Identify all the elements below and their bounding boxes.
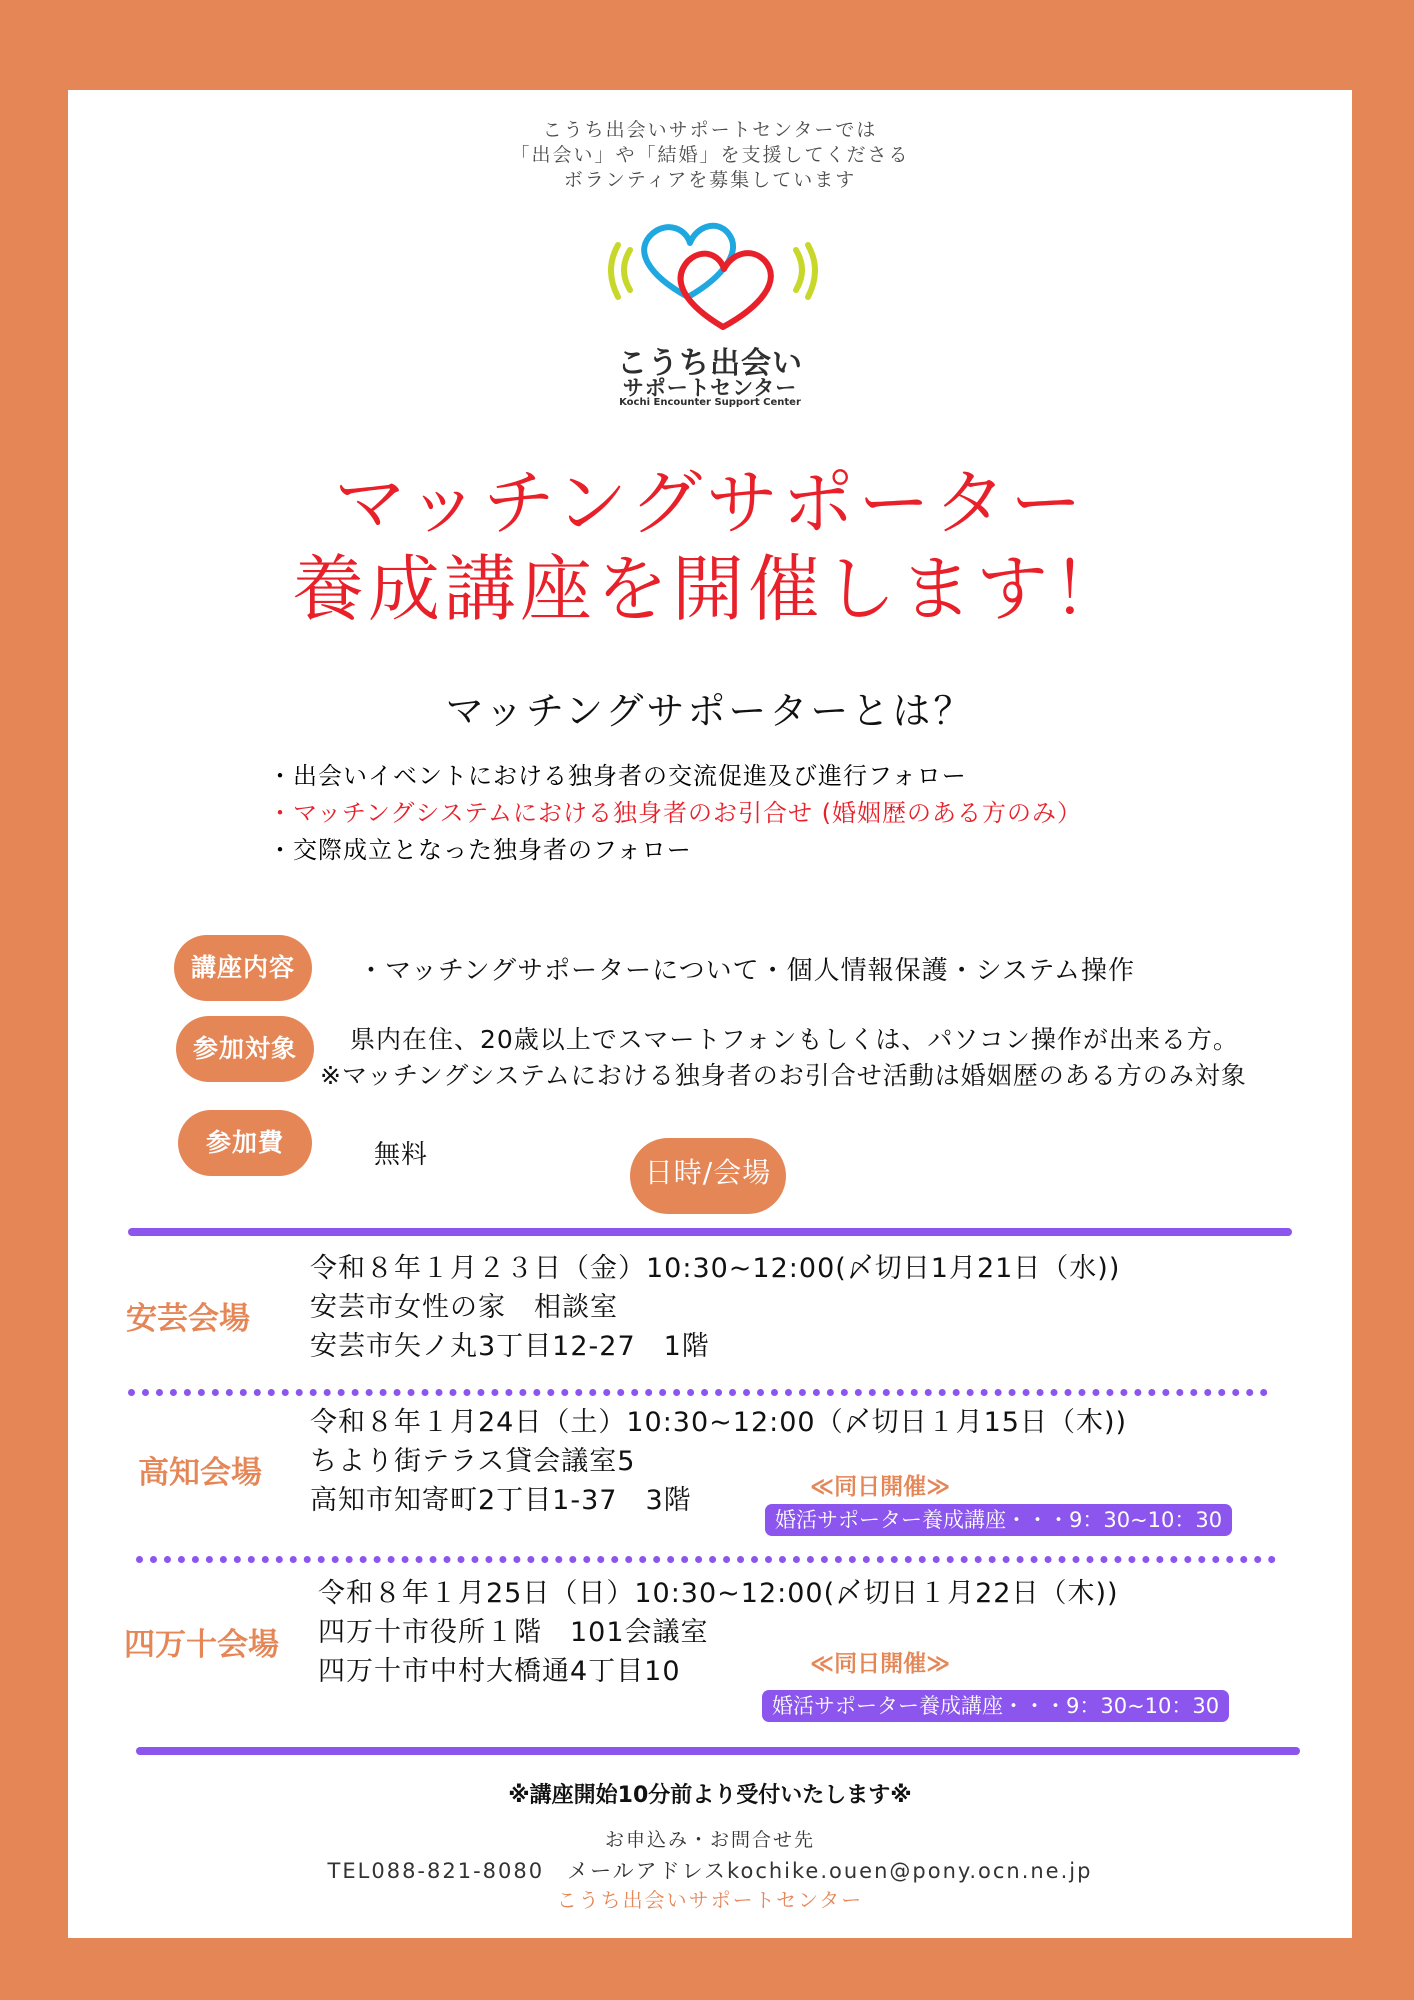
fee-label: 参加費: [178, 1110, 312, 1176]
intro-line: ボランティアを募集しています: [563, 169, 857, 191]
bullet-item: ・出会いイベントにおける独身者の交流促進及び進行フォロー: [268, 762, 967, 790]
target-note: ※マッチングシステムにおける独身者のお引合せ活動は婚姻歴のある方のみ対象: [320, 1061, 1247, 1090]
content-label: 講座内容: [174, 935, 312, 1001]
venue-details: [310, 1249, 1120, 1366]
bullet-item: ・交際成立となった独身者のフォロー: [268, 836, 692, 864]
reception-note: ※講座開始10分前より受付いたします※: [508, 1783, 912, 1808]
logo-name-en: Kochi Encounter Support Center: [619, 397, 801, 408]
headline-line: マッチングサポーター: [333, 461, 1087, 545]
venue-address: 四万十市中村大橋通4丁目10: [318, 1656, 681, 1687]
venue-name: 安芸会場: [126, 1301, 250, 1337]
logo-name-sub: サポートセンター: [622, 376, 798, 400]
about-heading: マッチングサポーターとは？: [445, 689, 975, 733]
flyer-card: [68, 90, 1352, 1938]
venue-date: 令和８年１月25日（日）10:30~12:00(〆切日１月22日（木)): [318, 1578, 1119, 1609]
divider-dotted: [128, 1389, 1268, 1396]
target-line: 県内在住、20歳以上でスマートフォンもしくは、パソコン操作が出来る方。: [350, 1025, 1239, 1054]
contact-label: お申込み・お問合せ先: [604, 1829, 815, 1851]
divider-top: [128, 1228, 1292, 1236]
divider-dotted: [136, 1556, 1276, 1563]
bullet-item: ・マッチングシステムにおける独身者のお引合せ (婚姻歴のある方のみ）: [268, 799, 1082, 827]
logo-name: こうち出会い: [617, 346, 803, 381]
content-value: ・マッチングサポーターについて・個人情報保護・システム操作: [358, 956, 1136, 986]
venue-name: 高知会場: [138, 1455, 262, 1491]
organization-name: こうち出会いサポートセンター: [556, 1888, 864, 1912]
schedule-label: 日時/会場: [630, 1138, 786, 1214]
venue-name: 四万十会場: [124, 1627, 279, 1663]
intro-line: こうち出会いサポートセンターでは: [542, 119, 878, 141]
venue-place: 安芸市女性の家 相談室: [310, 1292, 618, 1323]
same-day-event-tag: 婚活サポーター養成講座・・・9：30~10：30: [762, 1690, 1229, 1722]
intro-line: 「出会い」や「結婚」を支援してくださる: [510, 144, 910, 166]
venue-place: ちより街テラス貸会議室5: [310, 1446, 636, 1477]
venue-details: [310, 1403, 1127, 1520]
same-day-label: ≪同日開催≫: [810, 1651, 951, 1677]
hearts-logo-icon: [608, 215, 818, 345]
venue-date: 令和８年１月24日（土）10:30~12:00（〆切日１月15日（木)): [310, 1407, 1128, 1438]
same-day-label: ≪同日開催≫: [810, 1474, 951, 1500]
target-label: 参加対象: [176, 1016, 314, 1082]
venue-date: 令和８年１月２３日（金）10:30~12:00(〆切日1月21日（水)): [310, 1253, 1121, 1284]
intro-text: [68, 118, 1352, 193]
venue-place: 四万十市役所１階 101会議室: [318, 1617, 709, 1648]
fee-value: 無料: [374, 1140, 429, 1170]
headline: [68, 460, 1352, 632]
headline-line: 養成講座を開催します！: [291, 547, 1128, 631]
divider-bottom: [136, 1747, 1300, 1755]
same-day-event-tag: 婚活サポーター養成講座・・・9：30~10：30: [765, 1504, 1232, 1536]
venue-address: 安芸市矢ノ丸3丁目12-27 1階: [310, 1331, 710, 1362]
venue-details: [318, 1574, 1119, 1691]
venue-address: 高知市知寄町2丁目1-37 3階: [310, 1485, 692, 1516]
contact-info: TEL088-821-8080 メールアドレスkochike.ouen@pony.ocn.ne.jp: [327, 1859, 1093, 1883]
about-bullets: [268, 758, 1082, 869]
